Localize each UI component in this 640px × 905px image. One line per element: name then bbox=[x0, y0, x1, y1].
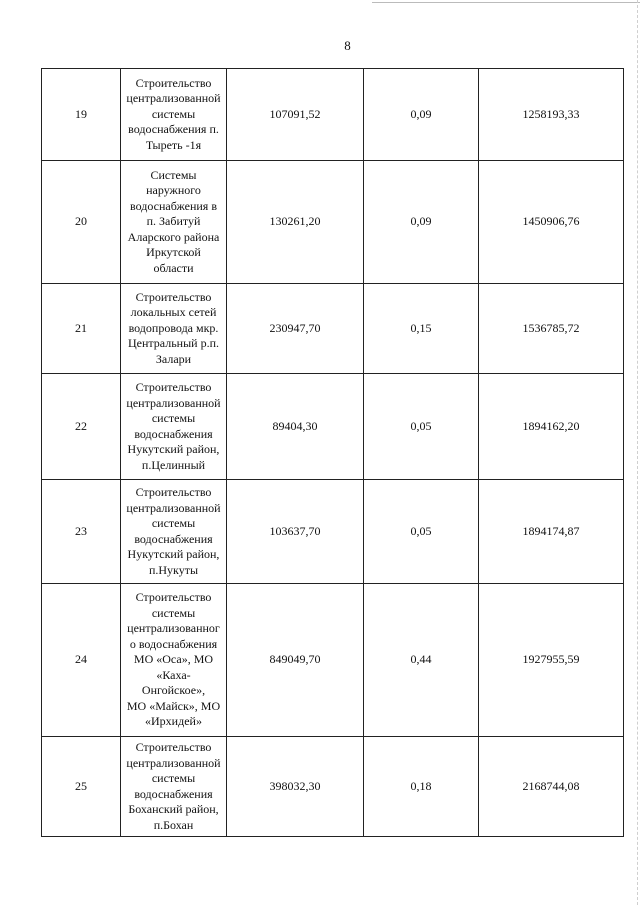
table-row bbox=[42, 737, 624, 837]
table-row bbox=[42, 284, 624, 374]
value-c-cell: 1536785,72 bbox=[479, 284, 624, 374]
project-name: Строительство системы централизованног о водоснабжения МО «Оса», МО «Каха- Онгойское», МО «Майск», МО «Ирхидей» bbox=[126, 590, 221, 729]
scan-edge-top-line bbox=[372, 2, 640, 3]
row-number: 22 bbox=[42, 374, 121, 480]
value-c-cell: 1894162,20 bbox=[479, 374, 624, 480]
value-b-cell: 0,09 bbox=[364, 69, 479, 161]
project-name: Строительство централизованной системы водоснабжения п. Тыреть -1я bbox=[126, 75, 221, 152]
table-row bbox=[42, 584, 624, 737]
value-c-cell: 1258193,33 bbox=[479, 69, 624, 161]
table-row bbox=[42, 69, 624, 161]
value-c-cell: 1927955,59 bbox=[479, 584, 624, 737]
value-a-cell: 103637,70 bbox=[227, 480, 364, 584]
value-a-cell: 107091,52 bbox=[227, 69, 364, 161]
project-name: Строительство локальных сетей водопровода мкр. Центральный р.п. Залари bbox=[127, 289, 220, 366]
row-number: 20 bbox=[42, 161, 121, 284]
project-name-cell bbox=[121, 284, 227, 374]
value-a-cell: 230947,70 bbox=[227, 284, 364, 374]
project-name-cell bbox=[121, 480, 227, 584]
value-b-cell: 0,05 bbox=[364, 374, 479, 480]
value-b-cell: 0,05 bbox=[364, 480, 479, 584]
value-c-cell: 2168744,08 bbox=[479, 737, 624, 837]
value-a-cell: 849049,70 bbox=[227, 584, 364, 737]
page-number: 8 bbox=[344, 38, 351, 53]
value-a-cell: 130261,20 bbox=[227, 161, 364, 284]
project-name-cell bbox=[121, 737, 227, 837]
value-a-cell: 398032,30 bbox=[227, 737, 364, 837]
value-b-cell: 0,18 bbox=[364, 737, 479, 837]
project-name: Строительство централизованной системы водоснабжения Нукутский район, п.Целинный bbox=[126, 380, 221, 472]
construction-projects-table bbox=[41, 68, 624, 837]
value-b-cell: 0,09 bbox=[364, 161, 479, 284]
row-number: 24 bbox=[42, 584, 121, 737]
row-number: 21 bbox=[42, 284, 121, 374]
value-a-cell: 89404,30 bbox=[227, 374, 364, 480]
project-name: Строительство централизованной системы водоснабжения Боханский район, п.Бохан bbox=[126, 740, 221, 832]
table-row bbox=[42, 161, 624, 284]
row-number: 23 bbox=[42, 480, 121, 584]
project-name: Системы наружного водоснабжения в п. Забитуй Аларского района Иркутской области bbox=[127, 167, 220, 275]
project-name-cell bbox=[121, 161, 227, 284]
table-row bbox=[42, 480, 624, 584]
row-number: 25 bbox=[42, 737, 121, 837]
project-name-cell bbox=[121, 374, 227, 480]
value-c-cell: 1450906,76 bbox=[479, 161, 624, 284]
project-name: Строительство централизованной системы водоснабжения Нукутский район, п.Нукуты bbox=[126, 485, 221, 577]
project-name-cell bbox=[121, 69, 227, 161]
value-b-cell: 0,15 bbox=[364, 284, 479, 374]
table-row bbox=[42, 374, 624, 480]
value-b-cell: 0,44 bbox=[364, 584, 479, 737]
project-name-cell bbox=[121, 584, 227, 737]
value-c-cell: 1894174,87 bbox=[479, 480, 624, 584]
row-number: 19 bbox=[42, 69, 121, 161]
scan-edge-right-line bbox=[637, 0, 638, 905]
